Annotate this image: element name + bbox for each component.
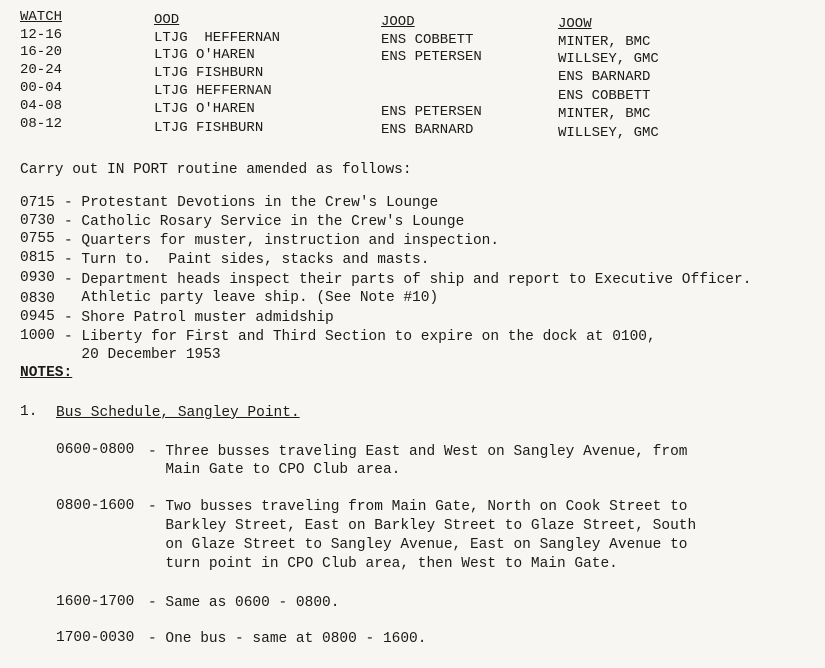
joow-cell: MINTER, BMC [558,106,651,122]
schedule-time: 1000 [20,328,55,344]
schedule-time: 0715 [20,195,55,211]
bus-time: 1600-1700 [56,594,135,610]
bus-time: 0600-0800 [56,442,135,458]
schedule-time: 0755 [20,231,55,247]
bus-time: 1700-0030 [56,630,135,646]
ood-cell: LTJG HEFFERNAN [154,83,272,99]
watch-cell: 04-08 [20,98,63,114]
schedule-text: 20 December 1953 [64,347,221,363]
bus-time: 0800-1600 [56,498,135,514]
schedule-time: 0815 [20,250,55,266]
schedule-text: - Protestant Devotions in the Crew's Lounge [64,195,439,211]
joow-cell: WILLSEY, GMC [558,51,659,67]
schedule-time: 0930 [20,270,55,286]
bus-line: on Glaze Street to Sangley Avenue, East on Sangley Avenue to [148,537,688,553]
ood-cell: LTJG HEFFERNAN [154,30,281,46]
schedule-text: - Catholic Rosary Service in the Crew's Lounge [64,214,465,230]
ood-cell: LTJG O'HAREN [154,101,255,117]
schedule-text: - Shore Patrol muster admidship [64,310,334,326]
ood-cell: LTJG FISHBURN [154,65,264,81]
ood-header: OOD [154,12,180,28]
schedule-text: - Quarters for muster, instruction and inspection. [64,233,500,249]
bus-line: - Three busses traveling East and West on Sangley Avenue, from [148,444,688,460]
joow-cell: WILLSEY, GMC [558,125,659,141]
bus-line: Main Gate to CPO Club area. [148,462,401,478]
bus-line: turn point in CPO Club area, then West to Main Gate. [148,556,618,572]
joow-cell: ENS BARNARD [558,69,651,85]
schedule-text: - Department heads inspect their parts of ship and report to Executive Officer. [64,272,752,288]
routine-intro: Carry out IN PORT routine amended as follows: [20,162,412,178]
watch-cell: 00-04 [20,80,63,96]
note-number: 1. [20,404,38,420]
watch-cell: 16-20 [20,44,63,60]
bus-line: - Same as 0600 - 0800. [148,595,340,611]
jood-cell: ENS PETERSEN [381,104,482,120]
schedule-time: 0830 [20,291,55,307]
ood-cell: LTJG O'HAREN [154,47,255,63]
note-title: Bus Schedule, Sangley Point. [56,405,300,421]
watch-header: WATCH [20,9,63,25]
watch-cell: 20-24 [20,62,63,78]
schedule-time: 0945 [20,309,55,325]
bus-line: - One bus - same at 0800 - 1600. [148,631,427,647]
jood-cell: ENS COBBETT [381,32,474,48]
watch-cell: 08-12 [20,116,63,132]
schedule-text: - Turn to. Paint sides, stacks and masts. [64,252,430,268]
joow-cell: ENS COBBETT [558,88,651,104]
bus-line: - Two busses traveling from Main Gate, North on Cook Street to [148,499,688,515]
schedule-text: - Liberty for First and Third Section to expire on the dock at 0100, [64,329,656,345]
notes-heading: NOTES: [20,365,73,381]
jood-cell: ENS BARNARD [381,122,474,138]
ood-cell: LTJG FISHBURN [154,120,264,136]
joow-header: JOOW [558,16,592,32]
bus-line: Barkley Street, East on Barkley Street to Glaze Street, South [148,518,697,534]
jood-cell: ENS PETERSEN [381,49,482,65]
schedule-time: 0730 [20,213,55,229]
watch-cell: 12-16 [20,27,63,43]
jood-header: JOOD [381,14,415,30]
joow-cell: MINTER, BMC [558,34,651,50]
schedule-text: Athletic party leave ship. (See Note #10) [64,290,439,306]
